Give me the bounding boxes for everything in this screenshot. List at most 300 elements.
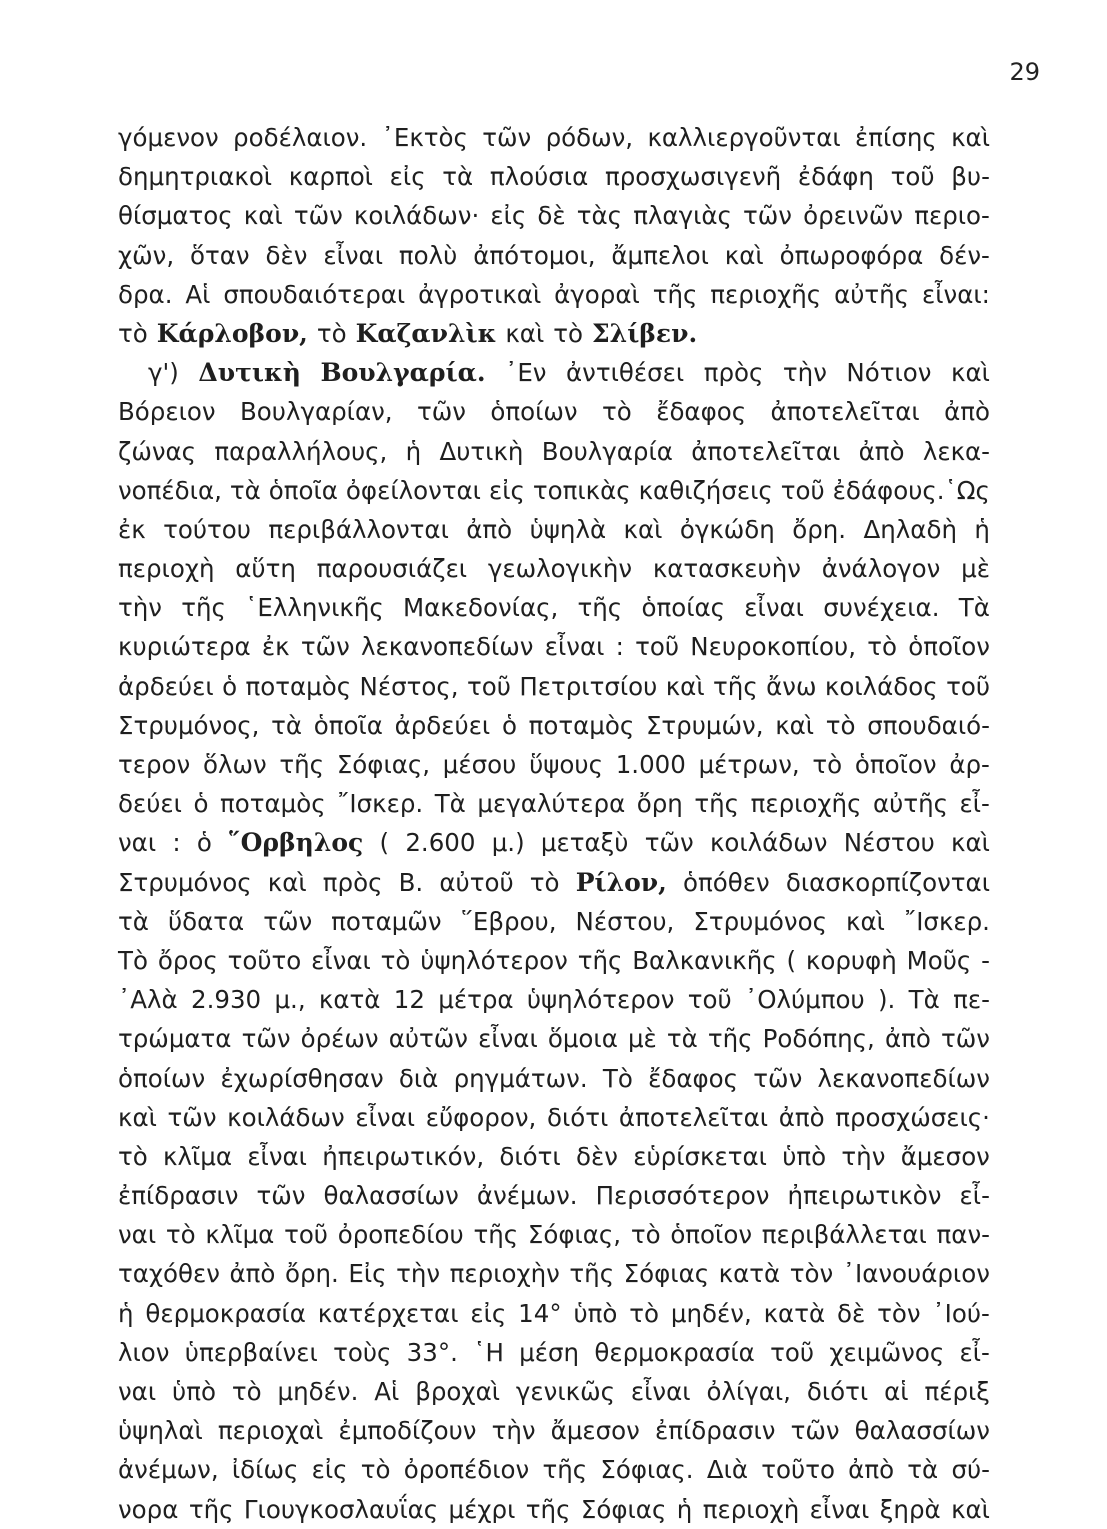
- word: λεκα-: [922, 436, 990, 466]
- word: ἐμποδίζουν: [338, 1416, 477, 1446]
- word: Τὰ: [908, 985, 940, 1015]
- word: Εἰς: [348, 1259, 387, 1289]
- word: τὸ: [630, 1220, 661, 1250]
- word: Τὸ: [602, 1063, 633, 1093]
- word: διὰ: [398, 1063, 439, 1093]
- word: αὐτῶν: [388, 1024, 468, 1054]
- word: τὴν: [782, 358, 827, 388]
- word: ὀπωροφόρα: [779, 240, 924, 270]
- word: Βουλγαρίαν,: [239, 397, 393, 427]
- word: ποταμῶν: [331, 906, 442, 936]
- word: πρὸς: [322, 867, 383, 897]
- word: τὸ: [529, 867, 560, 897]
- word: ὁπόθεν: [683, 867, 770, 897]
- word: 1.000: [615, 750, 686, 779]
- word: Αἱ: [185, 279, 211, 309]
- word: εἶ-: [959, 1337, 990, 1367]
- word: περιο-: [914, 201, 990, 231]
- word: κοιλάδων·: [353, 201, 480, 231]
- bold-term: Σλίβεν.: [592, 318, 698, 348]
- word: 2.600: [405, 828, 476, 858]
- text-line: [118, 784, 990, 823]
- word: ᾿Αλὰ: [118, 985, 178, 1015]
- word: ῎Ισκερ.: [337, 789, 424, 819]
- word: τὴν: [118, 593, 162, 623]
- text-line: [118, 588, 990, 627]
- word: εἰς: [389, 162, 426, 192]
- word: νορα: [118, 1494, 179, 1524]
- word: 2.930: [190, 985, 262, 1015]
- word: εἰς: [311, 1455, 348, 1485]
- text-line: [118, 902, 990, 941]
- text-line: [118, 980, 990, 1019]
- word: ὁ: [501, 710, 517, 740]
- word: ἀπὸ: [229, 1259, 276, 1289]
- word: ὀγκώδη: [679, 514, 775, 544]
- bold-term: Βουλγαρία.: [320, 358, 486, 388]
- word: ποταμὸς: [220, 789, 326, 819]
- word: ναι: [118, 1377, 157, 1406]
- text-line: [118, 1176, 990, 1215]
- word: δὲ: [836, 1298, 866, 1328]
- word: τὰ: [118, 906, 149, 936]
- word: τερον: [118, 750, 191, 779]
- word: (: [786, 945, 797, 975]
- word: τῆς: [694, 789, 740, 819]
- word: Σόφιας,: [527, 1220, 622, 1250]
- word: τὸ: [165, 1220, 196, 1250]
- word: καρποὶ: [288, 162, 373, 192]
- word: ὀροπεδίου: [337, 1220, 464, 1250]
- word: δὲν: [576, 1141, 618, 1171]
- word: ἀρδεύει: [118, 671, 214, 701]
- word: τῆς: [542, 1455, 588, 1485]
- text-line: [118, 510, 990, 549]
- word: προσχώσεις·: [835, 1102, 990, 1132]
- word: εἶναι: [355, 1102, 416, 1132]
- word: Μακεδονίας,: [403, 593, 559, 623]
- word: τοῦ: [770, 1337, 815, 1367]
- word: μέση: [519, 1337, 580, 1367]
- word: περιβάλλονται: [268, 514, 449, 544]
- word: ζώνας: [118, 436, 197, 466]
- word: ἀγροτικαὶ: [418, 279, 542, 309]
- word: Στρυμών,: [645, 710, 764, 740]
- word: αὐτοῦ: [439, 867, 514, 897]
- word: Β.: [398, 867, 424, 897]
- text-line: [118, 1294, 990, 1333]
- word: ἄνω: [766, 671, 817, 701]
- word: διασκορπίζονται: [785, 867, 990, 897]
- word: μ.): [491, 828, 525, 858]
- text-line: [118, 1372, 990, 1411]
- word: κοιλάδος: [824, 671, 938, 701]
- word: ἀνέμων.: [476, 1181, 578, 1211]
- word: καὶ: [243, 201, 283, 231]
- word: ).: [878, 985, 896, 1015]
- word: τῶν: [263, 906, 313, 936]
- word: διότι: [546, 1102, 609, 1132]
- word: λεκανοπεδίων: [361, 632, 534, 662]
- word: τὰ: [442, 162, 474, 192]
- word: ὁποῖα: [313, 710, 383, 740]
- text-line: [118, 236, 990, 275]
- word: τῶν: [482, 123, 532, 152]
- word: καὶ: [665, 671, 705, 701]
- word: ῾Ελληνικῆς: [245, 593, 384, 623]
- word: ᾿Ιανουάριον: [842, 1259, 990, 1289]
- word: ὑψηλὰ: [529, 514, 607, 544]
- word: τὸ: [867, 632, 897, 662]
- word: βροχαὶ: [415, 1377, 501, 1406]
- word: ἀπὸ: [884, 1024, 931, 1054]
- word: μ.,: [274, 985, 306, 1015]
- word: μεγαλύτερα: [477, 789, 626, 819]
- word: δὲν: [265, 240, 308, 270]
- word: θερμοκρασία: [594, 1337, 755, 1367]
- word: Σόφιας: [580, 1494, 667, 1524]
- word: τοπικὰς: [532, 475, 631, 505]
- word: τὸ: [812, 750, 843, 779]
- text-line: [118, 1215, 990, 1254]
- word: διότι: [499, 1141, 561, 1171]
- word: Νέστου,: [575, 906, 675, 936]
- word: ᾿Εν: [505, 358, 547, 388]
- word: Αἱ: [374, 1377, 400, 1406]
- word: κοιλάδων: [227, 1102, 345, 1132]
- word: Τὸ: [118, 945, 148, 975]
- word: Σόφιας: [623, 1259, 710, 1289]
- word: ὑπερβαίνει: [184, 1337, 318, 1367]
- word: καὶ: [267, 867, 307, 897]
- word: τῆς: [525, 1494, 571, 1524]
- word: εἶναι: [247, 1141, 307, 1171]
- text-line: [118, 667, 990, 706]
- word: τοῦτο: [227, 945, 302, 975]
- word: καὶ: [846, 906, 885, 936]
- word: περιοχὴ: [118, 554, 215, 584]
- word: ὅμοια: [547, 1024, 618, 1054]
- text-line: [118, 1254, 990, 1293]
- word: ὀρεινῶν: [803, 201, 904, 231]
- word: ροδέλαιον.: [233, 123, 368, 152]
- page-number: 29: [1009, 58, 1040, 86]
- word: 33°.: [406, 1337, 458, 1367]
- word: γ'): [148, 358, 179, 388]
- word: Πετριτσίου: [519, 671, 658, 701]
- word: περιοχῆς: [710, 279, 822, 309]
- word: ἀποτελεῖται: [618, 1102, 769, 1132]
- word: θερμοκρασία: [145, 1298, 306, 1328]
- word: ὁ: [222, 671, 238, 701]
- word: ἀπὸ: [858, 436, 905, 466]
- word: τῆς: [652, 279, 698, 309]
- word: καὶ: [775, 710, 815, 740]
- word: κατασκευὴν: [652, 554, 801, 584]
- word: μέτρων,: [698, 750, 800, 779]
- word: τοὺς: [333, 1337, 392, 1367]
- word: τὴν: [491, 1416, 536, 1446]
- word: τῶν: [256, 1181, 306, 1211]
- word: καὶ: [118, 1102, 157, 1132]
- word: ᾿Ολύμπου: [744, 985, 865, 1015]
- word: γόμενον: [118, 123, 219, 152]
- word: τὸ: [316, 318, 347, 348]
- text-line: [118, 706, 990, 745]
- word: γενικῶς: [515, 1377, 615, 1406]
- word: κλῖμα: [163, 1141, 233, 1171]
- word: ἐκ: [118, 514, 146, 544]
- word: ἀγοραὶ: [554, 279, 640, 309]
- word: τοῦ: [687, 985, 732, 1015]
- word: δὲ: [537, 201, 566, 231]
- word: τῶν: [743, 201, 792, 231]
- word: ὀφείλονται: [345, 475, 481, 505]
- word: μηδέν,: [670, 1298, 752, 1328]
- word: (: [379, 828, 390, 858]
- word: τῆς: [707, 1024, 753, 1054]
- word: καὶ: [505, 318, 545, 348]
- word: καλλιεργοῦνται: [647, 123, 841, 152]
- word: Βαλκανικῆς: [632, 945, 777, 975]
- word: κοιλάδων: [709, 828, 828, 858]
- bold-term: Κάρλοβον,: [156, 318, 308, 348]
- word: τῆς: [713, 671, 758, 701]
- word: ἐκ: [261, 632, 290, 662]
- word: τὸ: [118, 1141, 148, 1171]
- word: τῶν: [753, 1063, 803, 1093]
- word: τῶν: [293, 201, 343, 231]
- word: ὑπὸ: [573, 1298, 618, 1328]
- word: ὑπὸ: [782, 1141, 827, 1171]
- word: :: [172, 828, 181, 858]
- text-line: [118, 1137, 990, 1176]
- word: εἶναι: [544, 632, 605, 662]
- word: τοῦ: [890, 162, 935, 192]
- word: τῶν: [167, 1102, 217, 1132]
- word: Βόρειον: [118, 397, 216, 427]
- word: πε-: [953, 985, 990, 1015]
- text-line: [118, 471, 990, 510]
- word: ὄρος: [157, 945, 218, 975]
- word: ἀντιθέσει: [566, 358, 685, 388]
- word: Σόφιας.: [600, 1455, 694, 1485]
- word: θαλασσίων: [854, 1416, 990, 1446]
- word: ναι: [118, 828, 157, 858]
- word: εἶναι: [630, 1377, 691, 1406]
- word: Στρυμόνος: [693, 906, 827, 936]
- word: τὴν: [841, 1141, 886, 1171]
- word: ὁποῖον: [908, 632, 990, 662]
- word: τὸ: [118, 318, 148, 348]
- word: ὀρέων: [300, 1024, 379, 1054]
- word: τὸ: [553, 318, 583, 348]
- word: Στρυμόνος: [118, 867, 252, 897]
- word: παραλλήλους,: [214, 436, 388, 466]
- word: παν-: [936, 1220, 990, 1250]
- word: Νευροκοπίου,: [690, 632, 857, 662]
- word: ρόδων,: [545, 123, 634, 152]
- text-line: [118, 823, 990, 862]
- word: αὐτῆς: [834, 279, 910, 309]
- word: τὰς: [576, 201, 623, 231]
- word: εἶ-: [959, 1181, 990, 1211]
- bold-term: Ρίλον,: [575, 867, 667, 897]
- word: καὶ: [724, 240, 764, 270]
- word: περιβάλλεται: [761, 1220, 927, 1250]
- text-line: [118, 1019, 990, 1058]
- word: λιον: [118, 1337, 170, 1367]
- word: δρα.: [118, 279, 173, 309]
- word: Δηλαδὴ: [863, 514, 957, 544]
- word: ὁ: [193, 789, 209, 819]
- text-line: [118, 627, 990, 666]
- bold-term: Καζανλὶκ: [355, 318, 497, 348]
- word: κυριώτερα: [118, 632, 251, 662]
- word: διότι: [806, 1377, 869, 1406]
- word: ῎Ισκερ.: [903, 906, 990, 936]
- word: ἡ: [405, 436, 422, 466]
- word: καὶ: [951, 1494, 990, 1524]
- word: ἀπὸ: [848, 1455, 895, 1485]
- word: τοῦ: [780, 475, 825, 505]
- word: περιοχὴ: [702, 1494, 800, 1524]
- word: Περισσότερον: [595, 1181, 770, 1211]
- text-line: [118, 863, 990, 902]
- word: τὰ: [271, 710, 302, 740]
- word: 14°: [518, 1298, 562, 1328]
- word: Γιουγκοσλαυΐας: [243, 1494, 439, 1524]
- word: :: [615, 632, 624, 662]
- word: μὲ: [627, 1024, 657, 1054]
- word: δημητριακοὶ: [118, 162, 273, 192]
- word: σπουδαιότεραι: [223, 279, 406, 309]
- word: Στρυμόνος,: [118, 710, 260, 740]
- word: Διὰ: [706, 1455, 749, 1485]
- word: ὕδατα: [167, 906, 245, 936]
- word: ὁποῖα: [268, 475, 338, 505]
- word: ἀπότομοι,: [473, 240, 596, 270]
- word: αὕτη: [235, 554, 296, 584]
- text-line: [118, 314, 990, 353]
- bold-term: ῞Ορβηλος: [228, 828, 364, 858]
- word: μέτρα: [438, 985, 514, 1015]
- word: τῶν: [790, 1416, 840, 1446]
- word: ξηρὰ: [879, 1494, 941, 1524]
- text-line: [118, 196, 990, 235]
- word: τοῦ: [284, 1220, 328, 1250]
- word: τῆς: [577, 945, 623, 975]
- word: θίσματος: [118, 201, 233, 231]
- word: τὴν: [396, 1259, 441, 1289]
- word: εἰς: [488, 475, 525, 505]
- word: τούτου: [163, 514, 251, 544]
- word: κατὰ: [718, 1259, 781, 1289]
- word: ὑπὸ: [172, 1377, 216, 1406]
- word: εἶ-: [959, 789, 990, 819]
- word: νοπέδια,: [118, 475, 222, 505]
- word: ὄρη: [636, 789, 683, 819]
- word: τῶν: [644, 828, 694, 858]
- word: μηδέν.: [277, 1377, 359, 1406]
- word: ἐπίδρασιν: [118, 1181, 239, 1211]
- word: τὸ: [380, 945, 411, 975]
- bold-term: Δυτικὴ: [198, 358, 301, 388]
- word: χῶν,: [118, 240, 175, 270]
- word: μεταξὺ: [540, 828, 629, 858]
- word: εἶναι: [311, 945, 371, 975]
- text-line: [118, 1450, 990, 1489]
- word: ἐχωρίσθησαν: [220, 1063, 384, 1093]
- word: ὄρη.: [284, 1259, 339, 1289]
- word: ὑψηλότερον: [526, 985, 675, 1015]
- text-line: [118, 549, 990, 588]
- word: τοῦτο: [761, 1455, 835, 1485]
- word: κλῖμα: [205, 1220, 275, 1250]
- word: ἄμεσον: [550, 1416, 640, 1446]
- word: εἶναι: [323, 240, 383, 270]
- word: ναι: [118, 1220, 157, 1250]
- word: ῾Η: [473, 1337, 504, 1367]
- word: τῶν: [300, 632, 350, 662]
- word: ρηγμάτων.: [453, 1063, 588, 1093]
- word: τὰ: [907, 1455, 939, 1485]
- word: ἐπίδρασιν: [654, 1416, 776, 1446]
- word: πολὺ: [398, 240, 458, 270]
- word: τὰ: [666, 1024, 698, 1054]
- body-text: [118, 118, 990, 1529]
- text-line: [118, 1411, 990, 1450]
- word: κατέρχεται: [317, 1298, 459, 1328]
- word: καὶ: [951, 358, 990, 388]
- word: ἀποτελεῖται: [770, 397, 920, 427]
- word: ἐδάφους.῾Ως: [832, 475, 990, 505]
- word: Νότιον: [846, 358, 932, 388]
- word: εὔφορον,: [425, 1102, 537, 1132]
- word: δεύει: [118, 789, 182, 819]
- word: ἔδαφος: [648, 1063, 739, 1093]
- word: ἡ: [676, 1494, 693, 1524]
- word: Ροδόπης,: [762, 1024, 875, 1054]
- word: τῶν: [417, 397, 466, 427]
- word: καὶ: [623, 514, 663, 544]
- word: μὲ: [961, 554, 990, 584]
- text-line: [118, 432, 990, 471]
- word: ὁποῖον: [854, 750, 937, 779]
- word: ᾿Ιού-: [932, 1298, 990, 1328]
- word: εἶναι: [809, 1494, 870, 1524]
- word: πέριξ: [924, 1377, 990, 1406]
- word: τὸ: [602, 397, 632, 427]
- word: τοῦ: [466, 671, 511, 701]
- word: εἶναι: [478, 1024, 538, 1054]
- text-line: [118, 1098, 990, 1137]
- word: περιοχῆς: [750, 789, 862, 819]
- word: ὀλίγαι,: [706, 1377, 791, 1406]
- word: Νέστου: [843, 828, 935, 858]
- word: καθιζήσεις: [638, 475, 773, 505]
- text-line: [118, 275, 990, 314]
- word: ἀπὸ: [466, 514, 513, 544]
- word: ἐπίσης: [855, 123, 937, 152]
- word: τὸν: [877, 1298, 921, 1328]
- word: εἰς: [470, 1298, 507, 1328]
- word: ἠπειρωτικόν,: [322, 1141, 485, 1171]
- word: ἀνάλογον: [821, 554, 941, 584]
- word: καὶ: [951, 828, 990, 858]
- word: τὸ: [231, 1377, 262, 1406]
- word: παρουσιάζει: [316, 554, 468, 584]
